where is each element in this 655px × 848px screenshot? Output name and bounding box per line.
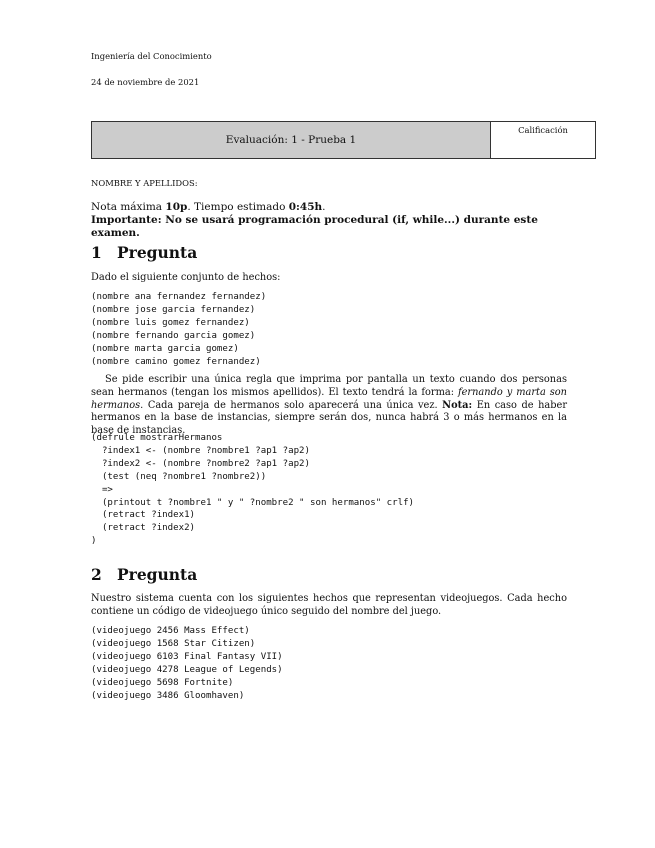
section-1-title: Pregunta <box>117 243 198 262</box>
nota-prefix: Nota máxima <box>91 201 166 213</box>
exam-date: 24 de noviembre de 2021 <box>91 77 200 87</box>
important-line <box>91 214 571 240</box>
estimated-time: 0:45h <box>288 201 323 213</box>
section-1-heading <box>91 243 197 262</box>
section-1-facts: (nombre ana fernandez fernandez) (nombre jose garcia fernandez) (nombre luis gomez fernandez) (nombre fernando garcia gomez) (nombre marta garcia gomez) (nombre camino gomez fernandez) <box>91 292 267 367</box>
statement-part-c: En caso de haber hermanos en la base de instancias, siempre serán dos, nunca habrá 3 o más hermanos en la base de instancias. <box>91 399 567 437</box>
important-label: Importante: <box>91 214 162 226</box>
section-2-intro: Nuestro sistema cuenta con los siguientes hechos que representan videojuegos. Cada hecho contiene un código de videojuego único seguido del nombre del juego. <box>91 593 567 617</box>
time-suffix: . <box>322 201 326 213</box>
grade-label: Calificación <box>518 125 568 135</box>
section-1-intro: Dado el siguiente conjunto de hechos: <box>91 272 281 283</box>
section-1-statement <box>91 374 567 438</box>
time-prefix: . Tiempo estimado <box>187 201 289 213</box>
section-1-number: 1 <box>91 243 102 262</box>
important-text: No se usará programación procedural (if, while...) durante este examen. <box>91 214 538 239</box>
statement-part-a: Se pide escribir una única regla que imprima por pantalla un texto cuando dos personas sean hermanos (tengan los mismos apellidos). El texto tendrá la forma: <box>91 374 567 398</box>
statement-example: fernando y marta son hermanos. <box>91 386 567 411</box>
section-1-rule-code: (defrule mostrarHermanos ?index1 <- (nombre ?nombre1 ?ap1 ?ap2) ?index2 <- (nombre ?nombre2 ?ap1 ?ap2) (test (neq ?nombre1 ?nombre2)) => (printout t ?nombre1 " y " ?nombre2 " son hermanos" crlf) (retract ?index1) (retract ?index2) ) <box>91 433 415 547</box>
max-score: 10p <box>165 201 188 213</box>
exam-instructions <box>91 201 571 240</box>
evaluation-title: Evaluación: 1 - Prueba 1 <box>92 122 491 158</box>
statement-note-label: Nota: <box>442 399 473 411</box>
name-label: NOMBRE Y APELLIDOS: <box>91 178 198 188</box>
section-2-facts: (videojuego 2456 Mass Effect) (videojuego 1568 Star Citizen) (videojuego 6103 Final Fantasy VII) (videojuego 4278 League of Legends) (videojuego 5698 Fortnite) (videojuego 3486 Gloomhaven) <box>91 626 283 701</box>
section-2-title: Pregunta <box>117 565 198 584</box>
course-name: Ingeniería del Conocimiento <box>91 51 212 61</box>
section-2-number: 2 <box>91 565 102 584</box>
section-2-heading <box>91 565 197 584</box>
score-time-line <box>91 201 571 214</box>
statement-part-b: Cada pareja de hermanos solo aparecerá una única vez. <box>143 399 443 411</box>
grade-cell <box>491 122 595 158</box>
evaluation-box <box>91 121 596 159</box>
